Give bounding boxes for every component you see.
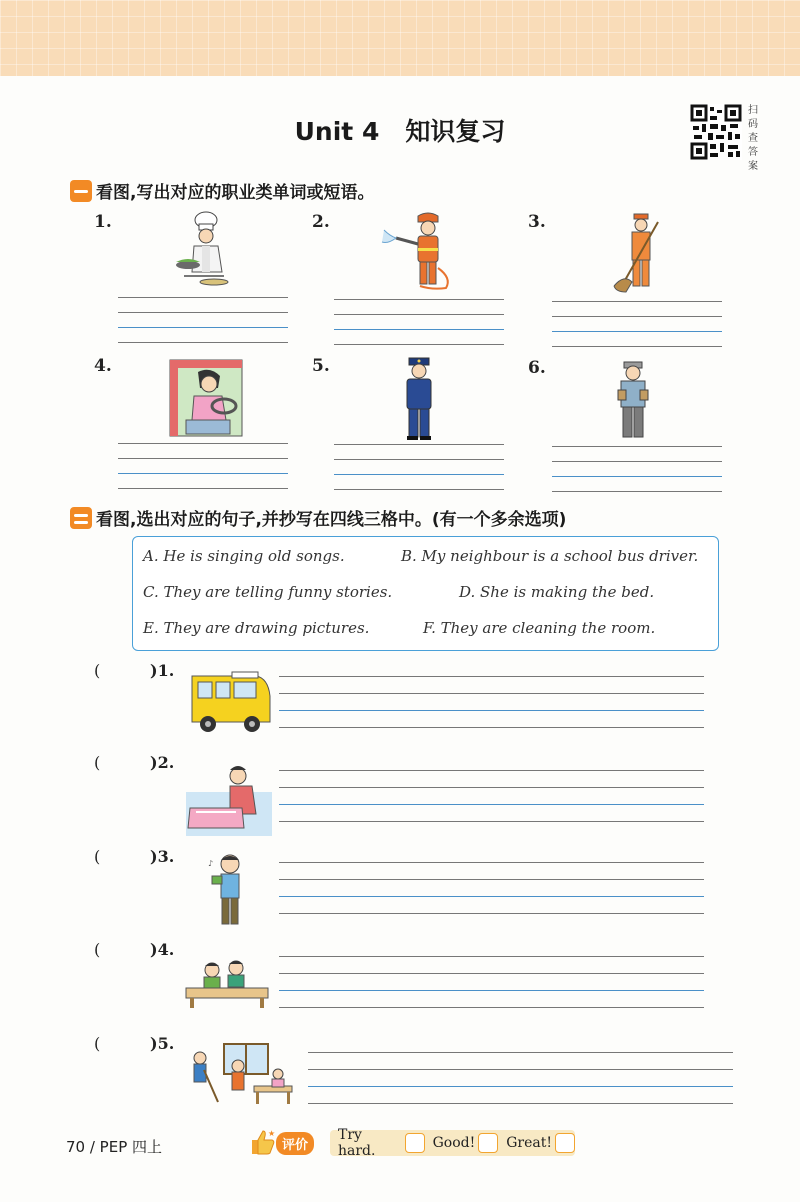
top-decorative-band [0,0,800,76]
item-number: 6. [528,358,546,378]
option-e: E. They are drawing pictures. [143,619,370,637]
answer-paren[interactable]: ( [94,1034,101,1053]
firefighter-icon [380,208,460,292]
section2-heading [70,505,566,530]
section2-number-icon [70,507,92,529]
item-number: 2. [312,212,330,232]
writing-lines[interactable] [334,299,504,359]
answer-paren[interactable]: ( [94,940,101,959]
writing-lines[interactable] [279,956,704,1024]
item-number: 3. [528,212,546,232]
checkbox[interactable] [405,1133,425,1153]
writing-lines[interactable] [308,1052,733,1120]
eval-try-hard[interactable]: Try hard. [338,1127,425,1159]
writing-lines[interactable] [118,297,288,357]
children-drawing-icon [184,958,272,1010]
cook-icon [170,210,236,290]
driver-icon [168,358,244,438]
self-evaluation-bar [330,1127,575,1159]
question-number: )2. [150,753,175,772]
writing-lines[interactable] [118,443,288,503]
option-f: F. They are cleaning the room. [423,619,656,637]
item-number: 4. [94,356,112,376]
girl-making-bed-icon [186,762,272,836]
section2-instruction: 看图,选出对应的句子,并抄写在四线三格中。(有一个多余选项) [96,510,567,530]
section1-instruction: 看图,写出对应的职业类单词或短语。 [96,183,375,203]
question-number: )1. [150,661,175,680]
eval-good[interactable]: Good! [433,1133,499,1153]
option-b: B. My neighbour is a school bus driver. [401,547,699,565]
svg-text:♪: ♪ [208,859,214,868]
item-number: 1. [94,212,112,232]
unit-label: Unit 4 [294,117,380,146]
police-officer-icon [402,356,436,442]
children-cleaning-icon [184,1040,298,1108]
option-a: A. He is singing old songs. [143,547,345,565]
option-d: D. She is making the bed. [459,583,655,601]
section1-number-icon [70,180,92,202]
boy-singing-icon [206,852,250,930]
answer-paren[interactable]: ( [94,661,101,680]
question-number: )5. [150,1034,175,1053]
answer-paren[interactable]: ( [94,847,101,866]
eval-great[interactable]: Great! [506,1133,575,1153]
svg-text:★: ★ [268,1129,276,1138]
writing-lines[interactable] [279,676,704,744]
title-cn: 知识复习 [405,117,506,146]
farmer-icon [616,360,650,442]
cleaner-icon [610,210,666,296]
section1-heading [70,178,374,203]
option-c: C. They are telling funny stories. [143,583,393,601]
item-number: 5. [312,356,330,376]
answer-paren[interactable]: ( [94,753,101,772]
writing-lines[interactable] [552,446,722,506]
qr-code-icon[interactable] [690,104,742,160]
eval-label: 评价 [276,1132,314,1155]
checkbox[interactable] [478,1133,498,1153]
writing-lines[interactable] [279,862,704,930]
question-number: )4. [150,940,175,959]
qr-side-text: 扫 码 查 答 案 [748,105,758,172]
page-number: 70 / PEP 四上 [66,1138,163,1156]
writing-lines[interactable] [334,444,504,504]
writing-lines[interactable] [552,301,722,361]
checkbox[interactable] [555,1133,575,1153]
page-title [0,112,800,148]
options-box [132,536,719,651]
writing-lines[interactable] [279,770,704,838]
thumbs-up-icon [248,1128,276,1156]
question-number: )3. [150,847,175,866]
school-bus-icon [186,668,272,734]
